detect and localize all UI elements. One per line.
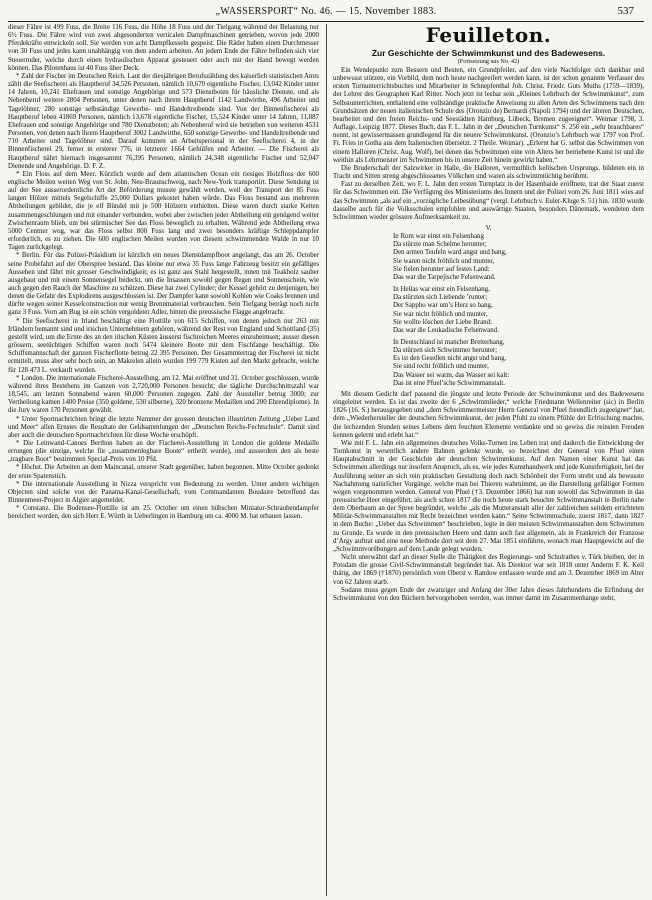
feuilleton-paragraph: Nicht unerwähnt darf an dieser Stelle die Thätigkeit des Regierungs- und Schulrathes v. Türk bleiben, der in Potsdam die grosse Civil-Schwimmanstalt begründet hat. Als Direktor war seit 1818 unter Anderm F. K. Keil thätig, der 1869 (†1870) persönlich vom Oberst v. Randow entlassen wurde und am 3. Dezember 1869 im Alter von 62 Jahren starb. <box>333 554 644 586</box>
poem-line: Sie wollte löschen der Liebe Brand: <box>393 318 492 326</box>
feuilleton-paragraph: Sodann muss gegen Ende der zwanziger und Anfang der 30er Jahre dieses Jahrhunderts die Erfindung der Schwimmkunst von den Büchern hervorgehoben werden, was immer damit im Zusammenhange steht, <box>333 586 644 602</box>
header-rule <box>8 21 644 22</box>
feuilleton-paragraph: Fast zu derselben Zeit, wo F. L. Jahn den ersten Turnplatz in der Hasenhaide eröffnete, trat der Staat zuerst für das Schwimmen ein. Die Verfügung des Ministeriums des Innern und der Polizei vom 26. Juni 1811 wies auf das Schwimmen „als auf ein „vorzügliche Leibesübung“ (vergl. Lehrbuch v. Euler-Kluge S. 51) hin. 1830 wurde dasselbe auch für die Volksschulen empfohlen und auswärtige Staaten, besonders Dänemark, wendeten dem Schwimmen wieder grössere Aufmerksamkeit zu. <box>333 181 644 221</box>
news-item-canoes: * Die Leinwand-Canoes Berthon haben an der Fischerei-Ausstellung in London die goldene Medaille errungen (die einzige, welche für „zusammenlegbare Boote“ ertheilt wurde), und ausserdem den als beste „tragbare Boot“ bestimmten Special-Preis von 10 Pfd. <box>8 439 319 464</box>
poem-line: Sie sind recht fröhlich und munter, <box>393 363 489 371</box>
poem <box>393 225 644 388</box>
poem-line: In Rom war einst ein Felsenhang <box>393 233 484 241</box>
poem-number: V. <box>485 224 492 232</box>
news-item-fischer: * Zahl der Fischer im Deutschen Reich. Laut der diesjährigen Berufszählung des kaiserlich statistischen Amts zählt die Seefischerei als Hauptberuf 34,526 Personen, nämlich 10,670 eigentliche Fischer, 13,042 Kinder unter 14 Jahren, 10,241 Ehefrauen und sonstige Angehörige und 573 Dienstboten für häusliche Dienste, und als Nebenberuf weitere 2804 Personen, unter denen nach ihrem Hauptberuf 1142 Landwirthe, 496 Arbeiter und Tagelöhner, 280 sonstige selbständige Gewerbe- und Handeltreibende sind. Von der Binnenfischerei als Hauptberuf leben 41869 Personen, nämlich 13,678 eigentliche Fischer, 15,524 Kinder unter 14 Jahren, 11,887 Ehefrauen und sonstige Angehörige und 780 Dienstboten; als Nebenberuf wird sie betrieben von weiteren 4531 Personen, von denen nach ihrem Hauptberuf 3002 Landwirthe, 650 sonstige Gewerbe- und Handeltreibende und 710 Arbeiter und Tagelöhner sind. Darauf kommen an Arbeitspersonal in der Seefischerei 4, in der Binnenfischerei 29, ferner in ersterer 776, in letzterer 1664 Gehülfen und Arbeiter. — Die Fischerei als Hauptberuf nährt hiernach insgesammt 76,395 Personen, nämlich 24,348 eigentliche Fischer und 52,047 Dienende und Angehörige. D. F. Z. <box>8 72 319 170</box>
feuilleton-paragraph: Wie mit F. L. Jahn ein allgemeines deutsches Volks-Turnen ins Leben trat und dadurch die Entwicklung der Turnkunst in wesentlich andere Bahnen gelenkt wurde, so bezeichnet der General von Pfuel einen Hauptabschnitt in der Geschichte der deutschen Schwimmkunst. Auf den Namen einer Kunst hat das Schwimmen allerdings nur insofern Anspruch, als es, wie jedes Kunsthandwerk und jede Kunstfertigkeit, bei der Ausführung seiner an sich rein praktischen Gestaltung doch nach Schönheit der Form strebt und als bewusste Nachahmung natürlicher Vorgänge, welche man bei Thieren wahrnimmt, an die Darstellung gefälliger Formen wegen vorgenommen werden. General von Pfuel (†3. Dezember 1866) hat nun sowohl das Schwimmen in das preussische Heer eingeführt, als auch schon 1817 die noch heute stark besuchte Schwimmanstalt in Berlin nahe dem Oberbaum an der Spree begründet, welche „als die Mutteranstalt aller der zahlreichen seitdem errichteten Militär-Schwimmanstalten mit Recht bezeichnet werden kann.“ Seine Schwimmschule, zuerst 1817, dann 1827 in dem Buche: „Ueber das Schwimmen“ beschrieben, legte in den meisten Schwimmanstalten dem Schwimmen zu Grunde. Es wurde in den preussischen Heere und dann auch fast allgemein, als in Frankreich der Franzose d’Argy auftrat und eine neue Methode dort seit dem 27. Mai 1851 einführte, wonach man Hauptgewicht auf die „Schwimmvorübungen auf dem Lande gelegt wurden. <box>333 439 644 553</box>
page-header <box>0 0 652 22</box>
poem-line: Da stürzten sich Liebende ’runter; <box>393 294 488 302</box>
news-paragraph: dieser Fähre ist 499 Fuss, die Breite 116 Fuss, die Höhe 18 Fuss und der Tiefgang während der Belastung nur 6½ Fuss. Die Fähre wird von zwei abgesonderten verticalen Dampfmaschinen getrieben, wovon jede 2000 Pferdekräfte entwickeln soll. Sie werden von acht Dampfkesseln gespeist. Die Räder haben einen Durchmesser von 30 Fuss und jedes kann unabhängig von dem andern arbeiten. An jedem Ende der Fähre befinden sich vier Steuerruder, welche durch einen hydraulischen Apparat gesteuert oder auch mit der Hand bewegt werden können. Das Pilotenhaus ist 40 Fuss über Deck. <box>8 24 319 72</box>
news-item-hoechst: * Höchst. Die Arbeiten an dem Maincanal, unserer Stadt gegenüber, haben begonnen. Mitte October gedenkt der erste Spatenstich. <box>8 464 319 480</box>
poem-line: Der Sappho war um’s Herz so bang, <box>393 302 493 310</box>
poem-line: Es ist den Gesellen nicht angst und bang, <box>393 355 507 363</box>
news-item-london: * London. Die internationale Fischerei-Ausstellung, am 12. Mai eröffnet und 31. October geschlossen, wurde während ihres Bestehens im Ganzen von 2,720,000 Personen besucht; die tägliche Durchschnittszahl war 18,545, am letzten Sonnabend waren 60,000 Personen zugegen. Zahl der Aussteller betrug 3000; zur Vertheilung kamen 1400 Preise (350 goldene, 530 silberne), 320 bronzene Medaillen und 200 Ehrendiplome). In die Jury waren 170 Personen gewählt. <box>8 374 319 415</box>
poem-line: Sie waren nicht fröhlich und munter, <box>393 257 495 265</box>
right-column <box>333 24 644 896</box>
continuation-note: (Fortsetzung aus No. 42) <box>457 58 520 65</box>
masthead: „WASSERSPORT“ No. 46. — 15. November 1883. <box>215 6 437 17</box>
poem-line: Das war die Tarpejische Felsenwand. <box>393 273 496 281</box>
feuilleton-paragraph: Mit diesem Gedicht darf passend die jüngste und letzte Periode der Schwimmkunst und des Badewesens eingeleitet werden. Es ist das zweite der 6 „Schwimmlieder,“ welche Friedmann Wellenreiter (sic) in Berlin 1826 (16. S.) herausgegeben und „dem Schwimmermeister Herrn General von Pfuel freundlich zugeeignet“ hat, dem „Wiederhersteller der deutschen Schwimmkunst, der jeden Pfuhl zu einem Pfühle der Erfrischung machte, die lechzenden Stunden seines Lebens dem feuchten Elemente verdankte und so gewiss die reinsten Freuden kennen gelernt und erlebt hat.“ <box>333 390 644 439</box>
poem-line: Da stürzte man Schelme herunter; <box>393 241 487 249</box>
feuilleton-paragraph: Ein Wendepunkt zum Bessern und Besten, ein Grundpfeiler, auf den viele Nachfolger sich dankbar und unbewusst stützen, ein Vorbild, dem noch heute nachgeeifert werden kann, ist der schon genannte Verfasser des ersten Turnunterrichtsbuches und Mitarbeiter in Schnepfenthal Joh. Christ. Friedr. Guts Muths (1759—1839), der Lehrer des Geographen Karl Ritter. Noch jetzt ist lesbar sein „Kleines Lehrbuch der Schwimmkunst“, zum Selbstunterrichten, enthaltend eine vollständige praktische Anweisung zu allen Arten des Schwimmens nach den Grundsätzen der neuen italienischen Schule des (Oronzio de) Bernardi (Napoli 1794) und der älteren Deutschen, bearbeitet und den freien Reichs- und Seestädten Hamburg, Lübeck, Bremen zugeeignet“. Weimar 1798, 3. Auflage, Leipzig 1877. Dieses Buch, das F. L. Jahn in der „Deutschen Turnkunst“ S. 256 ein „sehr brauchbares“ nennt, ist gewissermassen grundlegend für die neuere Schwimmkunst. (Oronzio’s Lehrbuch war 1797 von Prof. Fr. Fries in Gotha aus dem Italienischen übersetzt. 2 Theile. Weimar). „Erlernt hat G. selbst das Schwimmen von einem Halloren (Christ. Aug. Wolf), bei denen das Schwimmen eine von Alters her betriebene Kunst ist und die weithin als Lehrmeister im Schwimmen bis in unsere Zeit hinein gewirkt haben.“ <box>333 67 644 164</box>
news-item-constanz: * Constanz. Die Bodensee-Flottille ist am 25. October um einen hübschen Miniatur-Schraubendampfer bereichert worden, den sich Herr E. Würth in Ueberlingen in Hamburg um ca. 4000 M. hat erbauen lassen. <box>8 505 319 521</box>
poem-line: Das Wasser sei warm, das Wasser sei kalt: <box>393 371 510 379</box>
news-item-nizza: * Die internationale Ausstellung in Nizza verspricht von Bedeutung zu werden. Unter andern wichtigen Objecten sind solche von der Panama-Kanal-Gesellschaft, vom Commandanten Boudaire betreffend das Binnenmeer-Project in Algier angemeldet. <box>8 480 319 505</box>
poem-line: Da stürzen sich Schwimmer herunter; <box>393 347 498 355</box>
article-title: Zur Geschichte der Schwimmkunst und des Badewesens. <box>371 48 606 58</box>
news-item-floss: * Ein Floss auf dem Meer. Kürzlich wurde auf dem atlantischen Ocean ein riesiges Holzfloss der 600 englische Meilen weiten Weg von St. John, Neu-Braunschweig, nach New-York transportirt. Diese Sendung ist auf der See ausserordentliche Art der Beförderung musste gewählt werden, weil der Transport der 85 Fuss langen Hölzer mittels Segelschiffe 25,000 Dollars gekostet haben würde. Das Floss bestand aus mehreren Abtheilungen gebildet, die je elf Bündel mit je 500 Hölzern enthielten. Diese waren durch starke Ketten zusammengeschlungen und mit einander verbunden, wobei aber zwischen jeder Abtheilung ein genügend weiter Zwischenraum blieb, um bei stürmischer See das Floss beweglich zu erhalten. Während jede Abtheilung etwa 5000 Centner wog, war das Floss selbst 800 Fuss lang und zwei besonders kräftige Schleppdampfer erforderlich, es zu ziehen. Die 600 englischen Meilen wurden von diesem schwimmenden Walde in nur 10 Tagen zurückgelegt. <box>8 170 319 252</box>
feuilleton-title: Feuilleton. <box>425 24 552 47</box>
poem-line: Sie war nicht fröhlich und munter, <box>393 310 488 318</box>
poem-line: Den armen Teufeln ward angst und bang, <box>393 249 507 257</box>
news-item-irland: * Die Seefischerei in Irland beschäftigt eine Flottille von 615 Schiffen, von denen jedoch nur 263 mit Irländern bemannt sind und irischen Unternehmern gehören, während der Rest von England und Schottland (35) gestellt wird, um die Ernte des an den irischen Küsten äusserst fischreichen Meeres einzuheimsen; ausser diesen grössern, seetüchtigen Schiffen waren noch 5474 kleinere Boote mit dem Fischfange beschäftigt. Die Schiffsmannschaft der ganzen Fischerflotte betrug 22 395 Personen. Der Gesammtertrag der Fischerei ist nicht ermittelt, muss aber sehr hoch sein, an Makrelen allein wurden 199 779 Kisten auf den Markt gebracht, welche für 128 473 L. verkauft wurden. <box>8 317 319 374</box>
news-item-berlin: * Berlin. Für das Polizei-Präsidium ist kürzlich ein neues Dienstdampfboot angelangt, das am 26. October seine Probefahrt auf der Oberspree bestand. Das kleine nur etwa 35 Fuss lange Fahrzeug besitzt ein gefälliges Aussehen und fährt mit grosser Geschwindigkeit; es ist ganz aus Stahl hergestellt, innen mit Teakholz sauber ausgebaut und mit einem Sonnensegel bedeckt, um die Insassen sowohl gegen Regen und Sonnenschein, wie auch gegen den Rauch der Maschine zu schützen. Diese hat zwei Cylinder; der Kessel gehört zu denjenigen, bei denen die Gefahr des Explodirens ausgeschlossen ist. Der Dampfer kann sowohl Kohlen wie Coaks brennen und dürfte wegen seiner Kesselconstruction nur wenig Brennmaterial verbrauchen. Sein Tiefgang beträgt noch nicht ganz 3 Fuss. Vorn am Bug ist ein schön vergoldeter Adler, hinten die preussische Flagge angebracht. <box>8 252 319 317</box>
left-column <box>8 24 319 896</box>
poem-line: In Hellas war einst ein Felsenhang, <box>393 286 490 294</box>
poem-line: In Deutschland ist mancher Bretterhang, <box>393 339 505 346</box>
page-number: 537 <box>617 5 634 17</box>
poem-line: Sie fielen herunter auf festes Land: <box>393 265 490 273</box>
feuilleton-paragraph: Die Bruderschaft der Salzwirker in Halle, die Halloren, vermuthlich keltischen Ursprungs, bildeten ein in Tracht und Sitten streng abgeschlossenes Völkchen und waren als schwimmtüchtig berühmt. <box>333 164 644 181</box>
news-item-sportnachrichten: * Unter Sportnachrichten bringt die letzte Nummer der grossen deutschen illustrirten Zeitung „Ueber Land und Meer“ allen Ernstes die Resultate der Geldsammlungen der „Deutschen Reichs-Fechtschule“. Damit sind aber auch die deutschen Sportnachrichten für diese Woche erschöpft. <box>8 415 319 439</box>
poem-line: Das ist eine Pfuel’sche Schwimmanstalt. <box>393 379 505 387</box>
column-divider <box>326 24 327 896</box>
poem-line: Das war die Leukadische Felsenwand. <box>393 326 499 334</box>
